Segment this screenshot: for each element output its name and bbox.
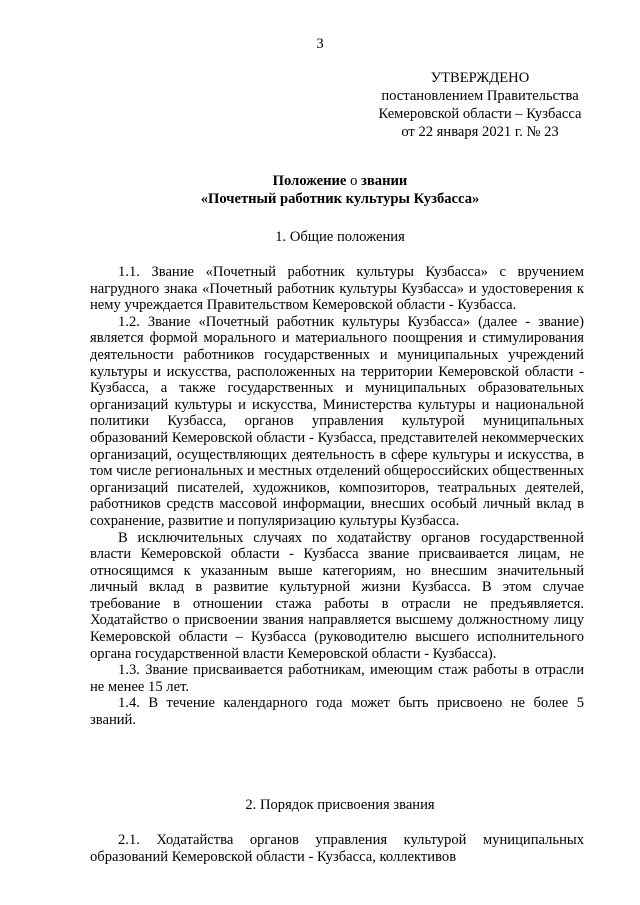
- approval-line-2: постановлением Правительства: [381, 88, 579, 104]
- paragraph-1-4: 1.4. В течение календарного года может быть присвоено не более 5 званий.: [90, 695, 584, 729]
- document-title: [0, 172, 640, 208]
- section-1-body: [90, 264, 584, 729]
- section-2-body: [90, 832, 584, 865]
- paragraph-2-1: 2.1. Ходатайства органов управления культурой муниципальных образований Кемеровской области - Кузбасса, коллективов: [90, 832, 584, 865]
- page-number: 3: [316, 36, 324, 52]
- title-word-o: о: [350, 173, 358, 189]
- approval-line-3: Кемеровской области – Кузбасса: [378, 106, 582, 122]
- title-line-2: «Почетный работник культуры Кузбасса»: [200, 191, 480, 207]
- paragraph-1-2-exception: В исключительных случаях по ходатайству органов государственной власти Кемеровской области - Кузбасса звание присваивается лицам, не относящимся к указанным выше категориям, но внесшим значительный личный вклад в развитие культурной жизни Кузбасса. В этом случае требование в отношении стажа работы в отрасли не предъявляется. Ходатайство о присвоении звания направляется высшему должностному лицу Кемеровской области – Кузбасса (руководителю высшего исполнительного органа государственной власти Кемеровской области - Кузбасса).: [90, 529, 584, 662]
- approval-line-4: от 22 января 2021 г. № 23: [401, 124, 559, 140]
- paragraph-1-3: 1.3. Звание присваивается работникам, имеющим стаж работы в отрасли не менее 15 лет.: [90, 662, 584, 695]
- title-line-1: [0, 172, 640, 190]
- paragraph-1-2: 1.2. Звание «Почетный работник культуры Кузбасса» (далее - звание) является формой морального и материального поощрения и стимулирования деятельности работников государственных и муниципальных учреждений культуры и искусства, расположенных на территории Кемеровской области - Кузбасса, а также государственных и муниципальных образовательных организаций культуры и искусства, Министерства культуры и национальной политики Кузбасса, органов управления культурой муниципальных образований Кемеровской области - Кузбасса, представителей некоммерческих организаций, осуществляющих деятельность в сфере культуры и искусства, в том числе региональных и местных отделений общероссийских общественных организаций писателей, художников, композиторов, театральных деятелей, работников средств массовой информации, внесших особый личный вклад в сохранение, развитие и популяризацию культуры Кузбасса.: [90, 313, 584, 529]
- section-1-heading: 1. Общие положения: [275, 229, 405, 245]
- approval-stamp: [360, 69, 600, 141]
- paragraph-1-1: 1.1. Звание «Почетный работник культуры Кузбасса» с вручением нагрудного знака «Почетный работник культуры Кузбасса» и удостоверения к нему учреждается Правительством Кемеровской области - Кузбасса.: [90, 264, 584, 314]
- title-word-polozhenie: Положение: [272, 173, 347, 189]
- title-word-zvanii: звании: [361, 173, 408, 189]
- section-2-heading: 2. Порядок присвоения звания: [245, 797, 435, 813]
- approval-line-1: УТВЕРЖДЕНО: [430, 70, 530, 86]
